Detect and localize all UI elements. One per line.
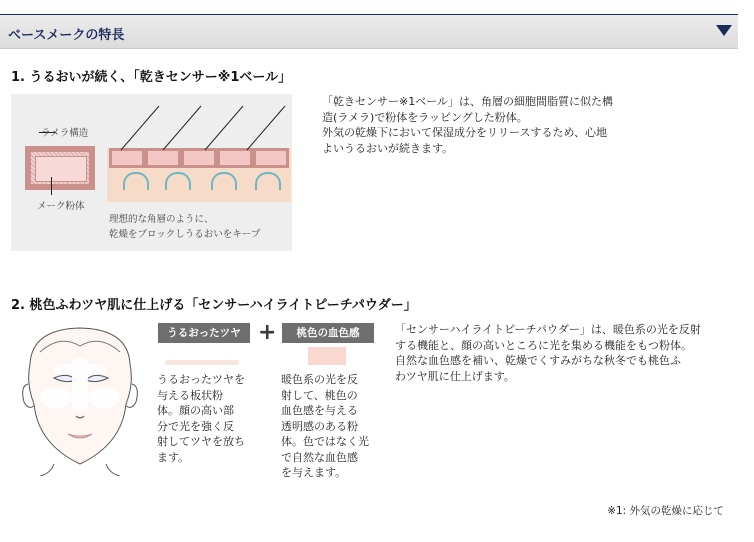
footnote: ※1: 外気の乾燥に応じて xyxy=(607,505,724,517)
dryness-arrow xyxy=(247,106,285,150)
desc-line: 外気の乾燥下において保湿成分をリリースするため、心地 xyxy=(322,126,608,139)
desc-line: うるおったツヤを xyxy=(157,373,245,386)
desc-line: で自然な血色感 xyxy=(281,450,358,464)
section2-description xyxy=(395,322,701,384)
desc-line: 与える板状粉 xyxy=(157,388,223,402)
lamella-label: ラメラ構造 xyxy=(41,128,89,139)
skin-layer xyxy=(107,148,291,202)
dryness-arrow xyxy=(163,106,201,150)
figure-caption xyxy=(109,212,260,242)
desc-line: 「センサーハイライトピーチパウダー」は、暖色系の光を反射 xyxy=(395,323,701,336)
caption-line: 乾燥をブロックしうるおいをキープ xyxy=(109,229,261,240)
powder-label: メーク粉体 xyxy=(37,201,85,212)
peach-powder-description xyxy=(281,372,369,481)
moisture-arrow-icon xyxy=(123,172,149,190)
desc-line: ます。 xyxy=(157,450,190,464)
moisture-arrow-icon xyxy=(211,172,237,190)
plate-powder-description xyxy=(157,372,245,465)
section1-title: 1. うるおいが続く、「乾きセンサー※1ベール」 xyxy=(11,70,292,85)
dryness-arrow xyxy=(121,106,159,150)
desc-line: よいうるおいが続きます。 xyxy=(322,141,454,155)
moisture-arrow-icon xyxy=(165,172,191,190)
desc-line: 分で光を強く反 xyxy=(157,419,234,433)
desc-line: 暖色系の光を反 xyxy=(281,373,358,386)
caption-line: 理想的な角層のように、 xyxy=(109,214,214,225)
section1-description xyxy=(322,94,613,156)
section2-title: 2. 桃色ふわツヤ肌に仕上げる「センサーハイライトピーチパウダー」 xyxy=(11,298,417,313)
desc-line: 造(ラメラ)で粉体をラッピングした粉体。 xyxy=(322,110,528,124)
desc-line: 体。色ではなく光 xyxy=(281,435,369,448)
desc-line: 血色感を与える xyxy=(281,404,358,417)
desc-line: する機能と、顔の高いところに光を集める機能をもつ粉体。 xyxy=(395,338,692,352)
badge-moist-shine: うるおったツヤ xyxy=(158,323,250,343)
section-header[interactable] xyxy=(0,15,738,49)
powder-core xyxy=(35,156,87,182)
desc-line: を与えます。 xyxy=(281,466,347,479)
powder-label-line xyxy=(51,177,52,195)
face-illustration xyxy=(10,324,150,476)
collapse-triangle-icon[interactable] xyxy=(716,25,732,36)
desc-line: 透明感のある粉 xyxy=(281,419,358,433)
badge-peach-tone: 桃色の血色感 xyxy=(282,323,374,343)
dryness-arrows xyxy=(107,102,291,152)
plate-powder-swatch xyxy=(165,360,239,365)
desc-line: わツヤ肌に仕上げます。 xyxy=(395,369,515,383)
moisture-arrow-icon xyxy=(255,172,281,190)
desc-line: 射して、桃色の xyxy=(281,388,358,402)
dryness-arrow xyxy=(205,106,243,150)
desc-line: 「乾きセンサー※1ベール」は、角層の細胞間脂質に似た構 xyxy=(322,95,613,108)
desc-line: 射してツヤを放ち xyxy=(157,435,245,448)
peach-powder-swatch xyxy=(308,347,346,365)
section-header-title: ベースメークの特長 xyxy=(8,28,125,43)
desc-line: 自然な血色感を補い、乾燥でくすみがちな秋冬でも桃色ふ xyxy=(395,354,681,367)
desc-line: 体。顔の高い部 xyxy=(157,404,234,417)
plus-icon: + xyxy=(258,320,277,345)
lamella-figure xyxy=(11,94,292,251)
